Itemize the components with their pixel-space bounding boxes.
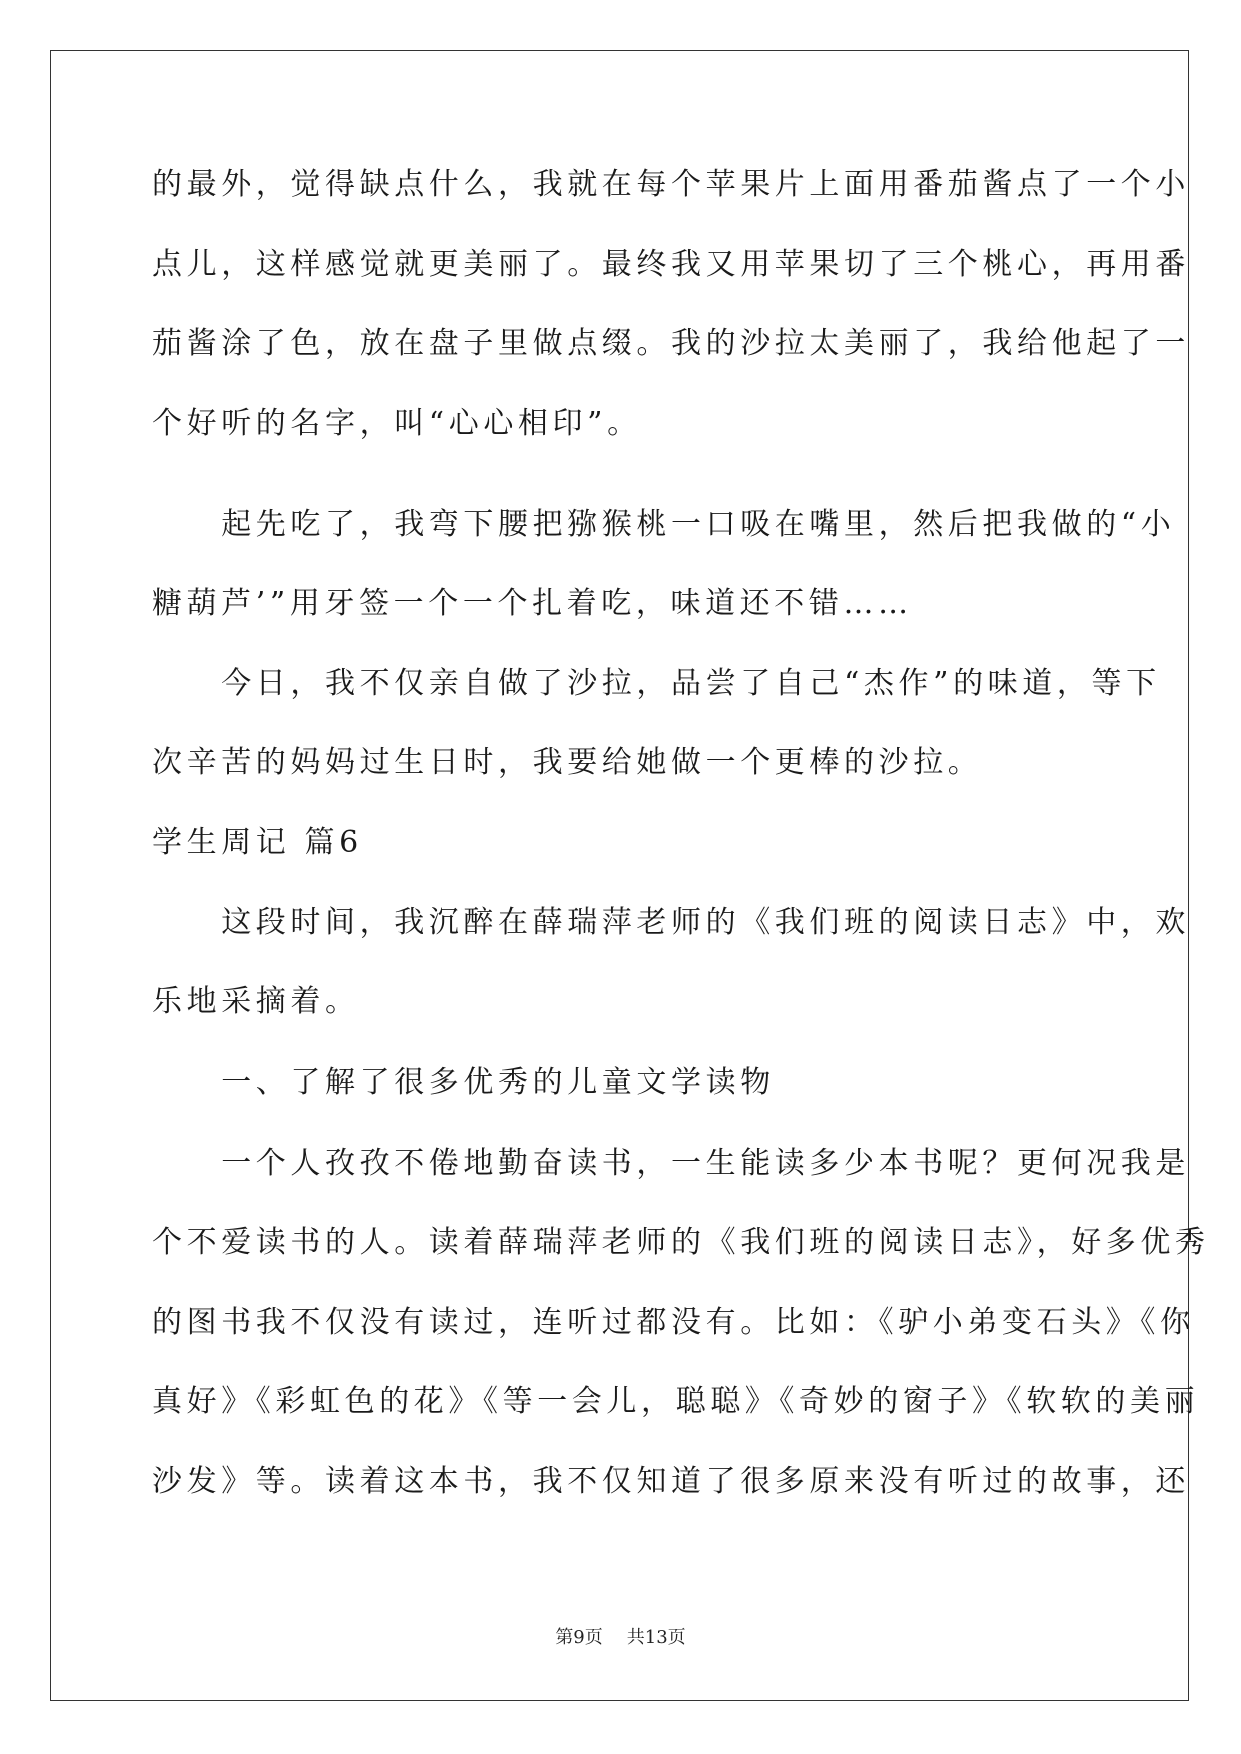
page-number: 第9页 <box>555 1627 603 1648</box>
text-line: 一个人孜孜不倦地勤奋读书，一生能读多少本书呢？更何况我是 <box>152 1146 1190 1181</box>
page-border <box>50 50 1189 1701</box>
text-line: 沙发》等。读着这本书，我不仅知道了很多原来没有听过的故事，还 <box>152 1464 1190 1499</box>
text-line: 糖葫芦’”用牙签一个一个扎着吃，味道还不错…… <box>152 586 913 621</box>
text-line: 个好听的名字，叫“心心相印”。 <box>152 406 642 441</box>
text-line: 的图书我不仅没有读过，连听过都没有。比如：《驴小弟变石头》《你 <box>152 1305 1195 1340</box>
text-line: 真好》《彩虹色的花》《等一会儿，聪聪》《奇妙的窗子》《软软的美丽 <box>152 1384 1200 1419</box>
text-line: 茄酱涂了色，放在盘子里做点缀。我的沙拉太美丽了，我给他起了一 <box>152 326 1190 361</box>
text-line: 的最外，觉得缺点什么，我就在每个苹果片上面用番茄酱点了一个小 <box>152 167 1190 202</box>
text-line: 今日，我不仅亲自做了沙拉，品尝了自己“杰作”的味道，等下 <box>152 666 1161 701</box>
page-total: 共13页 <box>626 1627 686 1648</box>
text-line: 乐地采摘着。 <box>152 984 360 1019</box>
text-line: 个不爱读书的人。读着薛瑞萍老师的《我们班的阅读日志》，好多优秀 <box>152 1225 1210 1260</box>
text-line: 次辛苦的妈妈过生日时，我要给她做一个更棒的沙拉。 <box>152 745 983 780</box>
text-line: 这段时间，我沉醉在薛瑞萍老师的《我们班的阅读日志》中，欢 <box>152 905 1190 940</box>
text-line: 起先吃了，我弯下腰把猕猴桃一口吸在嘴里，然后把我做的“小 <box>152 507 1176 542</box>
section-heading: 学生周记 篇6 <box>152 825 363 860</box>
subsection-heading: 一、了解了很多优秀的儿童文学读物 <box>152 1065 775 1100</box>
page-footer <box>0 1626 1241 1650</box>
text-line: 点儿，这样感觉就更美丽了。最终我又用苹果切了三个桃心，再用番 <box>152 247 1190 282</box>
